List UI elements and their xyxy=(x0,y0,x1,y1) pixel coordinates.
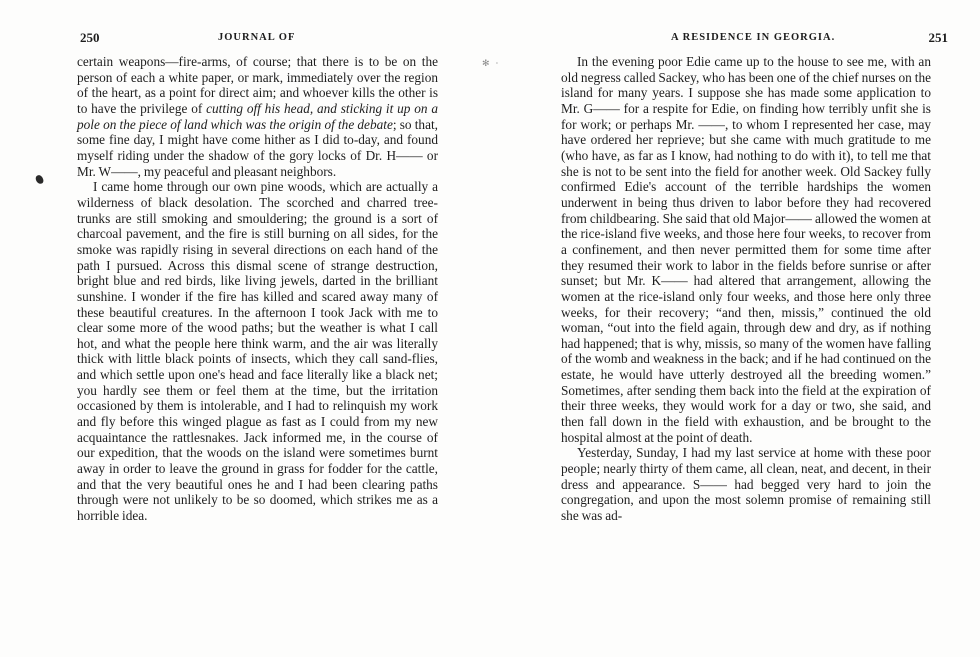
gutter-mark: ✻ ⸱ xyxy=(482,58,501,68)
left-page-number: 250 xyxy=(80,30,100,45)
left-running-head: JOURNAL OF xyxy=(218,32,296,43)
left-p1-start: certain weapons—fire-arms, of course; that there is to be on the person of each a white paper, or mark, immediately over the region of the heart, as a point for direct aim; and whoever kills the other is to have the privilege of xyxy=(77,54,438,116)
right-paragraph-2: Yesterday, Sunday, I had my last service at home with these poor people; nearly thirty of them came, all clean, neat, and decent, in their dress and appearance. S—— had begged very hard to join the congregation, and upon the most solemn promise of remaining still she was ad- xyxy=(561,445,931,524)
left-page-body xyxy=(77,54,438,524)
left-p1-end: ; so that, some fine day, I might have come hither as I did to-day, and found myself riding under the shadow of the gory locks of Dr. H—— or Mr. W——, my peaceful and pleasant neighbors. xyxy=(77,116,438,179)
right-paragraph-1: In the evening poor Edie came up to the house to see me, with an old negress called Sackey, who has been one of the chief nurses on the island for many years. I suppose she has made some application to Mr. G—— for a respite for Edie, on finding how terribly unfit she is for work; or perhaps Mr. ——, to whom I represented her case, may have ordered her reprieve; but she came with much gratitude to me (who have, as far as I know, had nothing to do with it), to tell me that she is not to be sent into the field for another week. Old Sackey fully confirmed Edie's account of the terrible hardships the women underwent in being thus driven to labor before they had recovered from childbearing. She said that old Major—— allowed the women at the rice-island five weeks, and those here four weeks, to recover from a confinement, and then never permitted them for some time after they resumed their work to labor in the fields before sunrise or after sunset; but Mr. K—— had altered that arrangement, allowing the women at the rice-island only four weeks, and those here only three weeks, for their recovery; “and then, missis,” continued the old woman, “out into the field again, through dew and dry, as if nothing had happened; that is why, missis, so many of the women have falling of the womb and weakness in the back; and if he had continued on the estate, he would have utterly destroyed all the breeding women.” Sometimes, after sending them back into the field at the expiration of their three weeks, they would work for a day or two, she said, and then fall down in the field with exhaustion, and be brought to the hospital almost at the point of death. xyxy=(561,54,931,445)
right-page xyxy=(490,0,980,657)
left-paragraph-2: I came home through our own pine woods, which are actually a wilderness of black desolation. The scorched and charred tree-trunks are still smoking and smouldering; the ground is a sort of charcoal pavement, and the fire is still burning on all sides, for the smoke was rapidly rising in several directions on each hand of the path I pursued. Across this dismal scene of strange destruction, bright blue and red birds, like living jewels, darted in the brilliant sunshine. I wonder if the fire has killed and scared away many of these beautiful creatures. In the afternoon I took Jack with me to clear some more of the wood paths; but the weather is what I call hot, and what the people here think warm, and the air was literally thick with little black points of insects, which they call sand-flies, and which settle upon one's head and face literally like a black net; you hardly see them or feel them at the time, but the irritation occasioned by them is intolerable, and I had to relinquish my work and fly before this winged plague as fast as I could from my new acquaintance the rattlesnakes. Jack informed me, in the course of our expedition, that the woods on the island were sometimes burnt away in order to leave the ground in grass for fodder for the cattle, and that the very beautiful ones he and I had been clearing paths through were not unlikely to be so doomed, which strikes me as a horrible idea. xyxy=(77,179,438,524)
left-page-header xyxy=(80,30,438,46)
right-running-head: A RESIDENCE IN GEORGIA. xyxy=(671,32,836,43)
left-p1-italic: cutting off his head, and sticking it up on a pole on the piece of land which was the origin of the debate xyxy=(77,100,438,132)
right-page-number: 251 xyxy=(928,30,948,45)
left-paragraph-1 xyxy=(77,54,438,179)
right-page-body xyxy=(561,54,931,524)
ink-speck xyxy=(35,174,45,185)
